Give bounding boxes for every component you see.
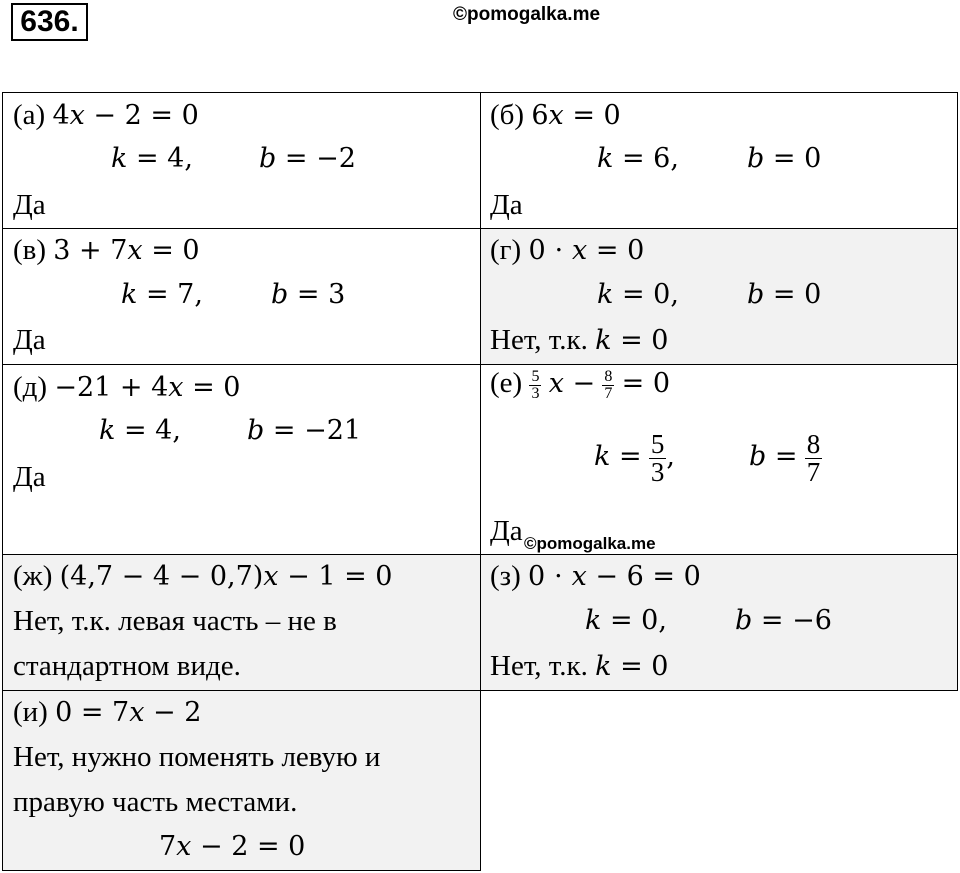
cell-d-b: 𝑏 = −21	[247, 415, 362, 446]
cell-z-eq: 0 ⋅ 𝑥 − 6 = 0	[528, 561, 701, 592]
cell-z-equation	[490, 562, 701, 591]
cell-b-label: (б)	[490, 99, 525, 131]
cell-v-label: (в)	[13, 234, 47, 266]
cell-i-equation	[13, 698, 201, 727]
cell-b-k: 𝑘 = 6,	[597, 143, 679, 174]
cell-b-b: 𝑏 = 0	[747, 143, 822, 174]
cell-e-b-frac: $\frac{8}{7}$	[806, 429, 821, 487]
cell-z-answer-text: Нет, т.к.	[490, 650, 588, 682]
cell-e-eq-tail: 𝑥 −	[548, 368, 596, 400]
cell-e-answer: Да	[490, 515, 523, 547]
cell-b	[480, 92, 958, 229]
cell-b-equation	[490, 101, 621, 130]
cell-i-line3: правую часть местами.	[13, 786, 298, 818]
cell-g	[480, 228, 958, 365]
cell-a-eq: 4𝑥 − 2 = 0	[52, 100, 199, 131]
cell-zh	[2, 554, 481, 691]
cell-g-label: (г)	[490, 234, 522, 266]
cell-v-answer: Да	[13, 324, 46, 356]
cell-e-b-pre: 𝑏 =	[749, 441, 798, 473]
problem-number: 636.	[11, 3, 88, 41]
cell-i-line2: Нет, нужно поменять левую и	[13, 741, 381, 773]
cell-a	[2, 92, 481, 229]
cell-v-k: 𝑘 = 7,	[121, 279, 203, 310]
cell-z-answer-math: 𝑘 = 0	[595, 651, 669, 682]
cell-g-k: 𝑘 = 0,	[597, 279, 679, 310]
cell-e-eq-end: = 0	[621, 368, 671, 400]
watermark-mid: ©pomogalka.me	[524, 534, 656, 553]
cell-v-b: 𝑏 = 3	[271, 279, 346, 310]
cell-v-equation	[13, 236, 200, 265]
cell-zh-line3: стандартном виде.	[13, 650, 241, 682]
cell-a-equation	[13, 101, 199, 130]
cell-zh-eq: (4,7 − 4 − 0,7)𝑥 − 1 = 0	[59, 561, 393, 592]
cell-d-eq: −21 + 4𝑥 = 0	[54, 372, 241, 403]
cell-g-answer	[490, 326, 668, 355]
cell-g-eq: 0 ⋅ 𝑥 = 0	[528, 235, 645, 266]
cell-zh-label: (ж)	[13, 560, 53, 592]
cell-d-label: (д)	[13, 371, 48, 403]
cell-z-b: 𝑏 = −6	[735, 605, 832, 636]
cell-e-label: (е)	[490, 367, 523, 400]
cell-i-eq: 0 = 7𝑥 − 2	[55, 697, 202, 728]
cell-g-b: 𝑏 = 0	[747, 279, 822, 310]
cell-zh-equation	[13, 562, 392, 591]
cell-i-line4: 7𝑥 − 2 = 0	[159, 831, 306, 862]
cell-b-answer: Да	[490, 189, 523, 221]
cell-z	[480, 554, 958, 691]
cell-e-b	[749, 431, 822, 486]
cell-a-answer: Да	[13, 189, 46, 221]
cell-b-eq: 6𝑥 = 0	[531, 100, 621, 131]
cell-v	[2, 228, 481, 365]
cell-z-k: 𝑘 = 0,	[585, 605, 667, 636]
cell-g-answer-math: 𝑘 = 0	[595, 325, 669, 356]
cell-e-frac1: $\frac{5}{3}$	[531, 368, 540, 402]
cell-g-answer-text: Нет, т.к.	[490, 324, 588, 356]
cell-e-frac2: $\frac{8}{7}$	[604, 368, 613, 402]
cell-a-b: 𝑏 = −2	[259, 143, 356, 174]
cell-a-label: (а)	[13, 99, 46, 131]
cell-e-k-pre: 𝑘 =	[594, 441, 642, 473]
cell-z-answer	[490, 652, 668, 681]
cell-d	[2, 364, 481, 555]
cell-e-equation	[490, 369, 670, 402]
cell-e-k-comma: ,	[666, 441, 675, 473]
cell-i-label: (и)	[13, 696, 48, 728]
cell-e	[480, 364, 958, 555]
cell-g-equation	[490, 236, 644, 265]
cell-v-eq: 3 + 7𝑥 = 0	[53, 235, 200, 266]
cell-d-equation	[13, 373, 240, 402]
cell-d-k: 𝑘 = 4,	[99, 415, 181, 446]
cell-i	[2, 690, 481, 871]
cell-a-k: 𝑘 = 4,	[111, 143, 193, 174]
watermark: ©pomogalka.me	[453, 4, 601, 25]
cell-z-label: (з)	[490, 560, 521, 592]
cell-e-k-frac: $\frac{5}{3}$	[650, 429, 665, 487]
cell-d-answer: Да	[13, 461, 46, 493]
cell-e-k	[594, 431, 675, 486]
cell-zh-line2: Нет, т.к. левая часть – не в	[13, 605, 337, 637]
